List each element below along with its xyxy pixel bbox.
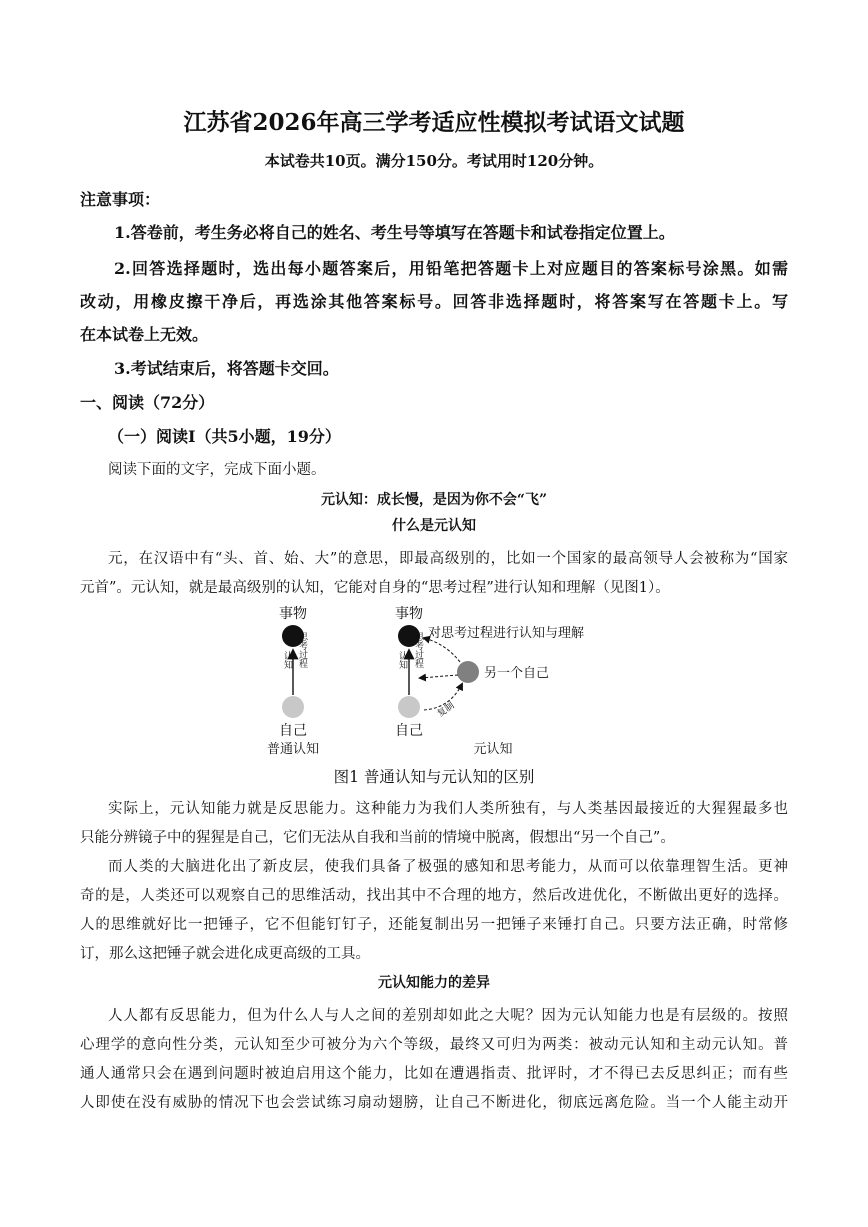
another-self-label: 另一个自己 bbox=[484, 666, 550, 681]
paragraph-4-line-1: 人人都有反思能力，但为什么人与人之间的差别却如此之大呢？因为元认知能力也是有层级的。按照 bbox=[108, 1008, 788, 1024]
notice-item-2-line-1: 2.回答选择题时，选出每小题答案后，用铅笔把答题卡上对应题目的答案标号涂黑。如需 bbox=[114, 259, 788, 278]
another-self-node bbox=[457, 661, 479, 683]
left-self-node bbox=[282, 696, 304, 718]
paragraph-4-line-4: 人即使在没有威胁的情况下也会尝试练习扇动翅膀，让自己不断进化，彻底远离危险。当一个人能主动开 bbox=[80, 1095, 788, 1111]
copy-label: 复制 bbox=[435, 700, 457, 720]
right-caption: 元认知 bbox=[473, 742, 513, 757]
paragraph-3-line-1: 而人类的大脑进化出了新皮层，使我们具备了极强的感知和思考能力，从而可以依靠理智生活。更神 bbox=[108, 859, 788, 875]
reflect-arrow bbox=[420, 675, 458, 678]
notice-heading: 注意事项： bbox=[80, 190, 161, 209]
left-caption: 普通认知 bbox=[266, 742, 320, 757]
left-side-label-1: 认知 bbox=[282, 651, 292, 669]
right-self-node bbox=[398, 696, 420, 718]
paragraph-1-line-2: 元首”。元认知，就是最高级别的认知，它能对自身的“思考过程”进行认知和理解（见图1）。 bbox=[80, 580, 670, 596]
right-self-label: 自己 bbox=[395, 723, 423, 739]
right-object-label: 事物 bbox=[395, 606, 423, 622]
left-side-label-2: 思考过程 bbox=[297, 632, 307, 668]
right-side-label-1: 认知 bbox=[397, 651, 407, 669]
left-self-label: 自己 bbox=[279, 723, 307, 739]
exam-title: 江苏省2026年高三学考适应性模拟考试语文试题 bbox=[183, 109, 685, 136]
section-heading: 一、阅读（72分） bbox=[80, 393, 215, 412]
paragraph-3-line-4: 订，那么这把锤子就会进化成更高级的工具。 bbox=[80, 946, 370, 962]
exam-subtitle: 本试卷共10页。满分150分。考试用时120分钟。 bbox=[264, 152, 604, 170]
paragraph-2-line-1: 实际上，元认知能力就是反思能力。这种能力为我们人类所独有，与人类基因最接近的大猩猩最多也 bbox=[108, 801, 788, 817]
section-instruction: 阅读下面的文字，完成下面小题。 bbox=[108, 462, 326, 478]
paragraph-3-line-3: 人的思维就好比一把锤子，它不但能钉钉子，还能复制出另一把锤子来锤打自己。只要方法正确，时常修 bbox=[80, 917, 788, 933]
article-title: 元认知：成长慢，是因为你不会“飞” bbox=[320, 492, 548, 508]
right-side-label-2: 思考过程 bbox=[413, 632, 423, 668]
paragraph-1-line-1: 元，在汉语中有“头、首、始、大”的意思，即最高级别的，比如一个国家的最高领导人会被称为“国家 bbox=[108, 551, 788, 567]
notice-item-2-line-3: 在本试卷上无效。 bbox=[80, 325, 209, 344]
right-note-label: 对思考过程进行认知与理解 bbox=[428, 626, 585, 641]
paragraph-3-line-2: 奇的是，人类还可以观察自己的思维活动，找出其中不合理的地方，然后改进优化，不断做出更好的选择。 bbox=[80, 888, 788, 904]
paragraph-2-line-2: 只能分辨镜子中的猩猩是自己，它们无法从自我和当前的情境中脱离，假想出“另一个自己”。 bbox=[80, 830, 675, 846]
paragraph-4-line-3: 通人通常只会在遇到问题时被迫启用这个能力，比如在遭遇指责、批评时，才不得已去反思纠正；而有些 bbox=[80, 1066, 788, 1082]
paragraph-4-line-2: 心理学的意向性分类，元认知至少可被分为六个等级，最终又可归为两类：被动元认知和主动元认知。普 bbox=[80, 1037, 788, 1053]
article-heading-1: 什么是元认知 bbox=[392, 518, 476, 534]
understand-arrow bbox=[424, 638, 460, 662]
section-subheading: （一）阅读I（共5小题，19分） bbox=[108, 427, 341, 446]
notice-item-3: 3.考试结束后，将答题卡交回。 bbox=[114, 359, 339, 378]
left-object-label: 事物 bbox=[279, 606, 307, 622]
notice-item-2-line-2: 改动，用橡皮擦干净后，再选涂其他答案标号。回答非选择题时，将答案写在答题卡上。写 bbox=[80, 292, 788, 311]
figure-caption: 图1 普通认知与元认知的区别 bbox=[333, 768, 535, 786]
notice-item-1: 1.答卷前，考生务必将自己的姓名、考生号等填写在答题卡和试卷指定位置上。 bbox=[114, 223, 675, 242]
figure-metacognition-diagram bbox=[250, 600, 630, 765]
article-heading-2: 元认知能力的差异 bbox=[378, 975, 490, 991]
